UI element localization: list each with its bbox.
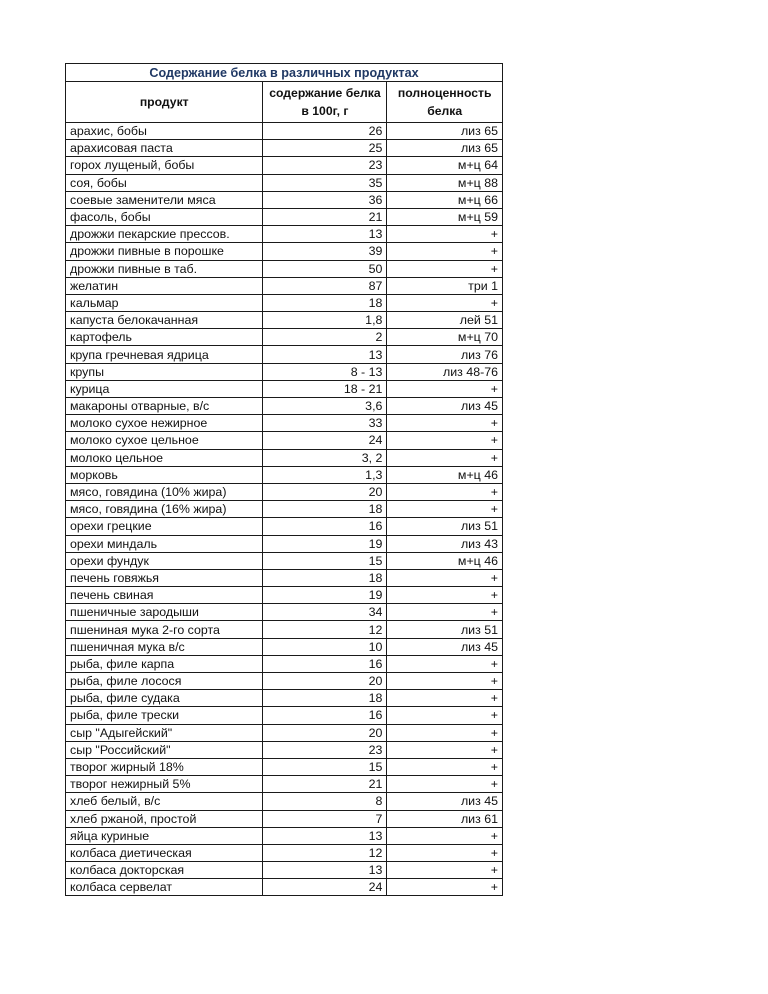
product-cell: орехи фундук xyxy=(66,552,263,569)
quality-cell: м+ц 70 xyxy=(387,329,503,346)
protein-cell: 18 - 21 xyxy=(263,380,387,397)
product-cell: печень свиная xyxy=(66,587,263,604)
quality-cell: + xyxy=(387,483,503,500)
product-cell: рыба, филе судака xyxy=(66,690,263,707)
product-cell: крупа гречневая ядрица xyxy=(66,346,263,363)
product-cell: творог жирный 18% xyxy=(66,758,263,775)
table-row xyxy=(66,312,503,329)
protein-cell: 23 xyxy=(263,741,387,758)
product-cell: колбаса докторская xyxy=(66,862,263,879)
table-row xyxy=(66,879,503,896)
table-row xyxy=(66,174,503,191)
quality-cell: три 1 xyxy=(387,277,503,294)
protein-cell: 21 xyxy=(263,776,387,793)
protein-cell: 15 xyxy=(263,758,387,775)
quality-cell: лиз 51 xyxy=(387,518,503,535)
protein-cell: 20 xyxy=(263,483,387,500)
product-cell: пшениная мука 2-го сорта xyxy=(66,621,263,638)
quality-cell: + xyxy=(387,690,503,707)
table-title: Содержание белка в различных продуктах xyxy=(66,64,503,82)
quality-cell: м+ц 88 xyxy=(387,174,503,191)
table-row xyxy=(66,724,503,741)
product-cell: орехи миндаль xyxy=(66,535,263,552)
protein-cell: 21 xyxy=(263,208,387,225)
protein-cell: 8 - 13 xyxy=(263,363,387,380)
table-row xyxy=(66,243,503,260)
product-cell: рыба, филе трески xyxy=(66,707,263,724)
protein-cell: 8 xyxy=(263,793,387,810)
quality-cell: + xyxy=(387,741,503,758)
quality-cell: + xyxy=(387,243,503,260)
header-product: продукт xyxy=(66,82,263,123)
quality-cell: + xyxy=(387,501,503,518)
quality-cell: лиз 48-76 xyxy=(387,363,503,380)
protein-cell: 1,8 xyxy=(263,312,387,329)
product-cell: творог нежирный 5% xyxy=(66,776,263,793)
table-row xyxy=(66,741,503,758)
table-header-row xyxy=(66,82,503,123)
protein-cell: 10 xyxy=(263,638,387,655)
table-row xyxy=(66,363,503,380)
header-quality: полноценность белка xyxy=(387,82,503,123)
table-row xyxy=(66,776,503,793)
product-cell: молоко сухое нежирное xyxy=(66,415,263,432)
protein-cell: 25 xyxy=(263,140,387,157)
product-cell: мясо, говядина (16% жира) xyxy=(66,501,263,518)
quality-cell: + xyxy=(387,587,503,604)
table-row xyxy=(66,690,503,707)
protein-cell: 16 xyxy=(263,518,387,535)
quality-cell: + xyxy=(387,844,503,861)
table-row xyxy=(66,501,503,518)
quality-cell: лиз 61 xyxy=(387,810,503,827)
table-row xyxy=(66,552,503,569)
product-cell: фасоль, бобы xyxy=(66,208,263,225)
product-cell: картофель xyxy=(66,329,263,346)
protein-cell: 87 xyxy=(263,277,387,294)
table-row xyxy=(66,294,503,311)
product-cell: печень говяжья xyxy=(66,569,263,586)
table-body xyxy=(66,123,503,896)
protein-cell: 20 xyxy=(263,724,387,741)
quality-cell: лей 51 xyxy=(387,312,503,329)
quality-cell: лиз 76 xyxy=(387,346,503,363)
quality-cell: + xyxy=(387,673,503,690)
protein-cell: 15 xyxy=(263,552,387,569)
quality-cell: + xyxy=(387,862,503,879)
table-row xyxy=(66,277,503,294)
table-row xyxy=(66,569,503,586)
product-cell: молоко сухое цельное xyxy=(66,432,263,449)
product-cell: дрожжи пекарские прессов. xyxy=(66,226,263,243)
table-title-row xyxy=(66,64,503,82)
product-cell: хлеб белый, в/с xyxy=(66,793,263,810)
table-row xyxy=(66,329,503,346)
protein-cell: 50 xyxy=(263,260,387,277)
quality-cell: + xyxy=(387,879,503,896)
product-cell: капуста белокачанная xyxy=(66,312,263,329)
quality-cell: лиз 65 xyxy=(387,123,503,140)
product-cell: арахисовая паста xyxy=(66,140,263,157)
product-cell: соя, бобы xyxy=(66,174,263,191)
protein-cell: 20 xyxy=(263,673,387,690)
product-cell: кальмар xyxy=(66,294,263,311)
protein-cell: 35 xyxy=(263,174,387,191)
product-cell: мясо, говядина (10% жира) xyxy=(66,483,263,500)
product-cell: пшеничная мука в/с xyxy=(66,638,263,655)
quality-cell: м+ц 46 xyxy=(387,466,503,483)
table-row xyxy=(66,466,503,483)
table-row xyxy=(66,638,503,655)
table-row xyxy=(66,621,503,638)
product-cell: горох лущеный, бобы xyxy=(66,157,263,174)
product-cell: арахис, бобы xyxy=(66,123,263,140)
quality-cell: + xyxy=(387,776,503,793)
product-cell: орехи грецкие xyxy=(66,518,263,535)
protein-cell: 13 xyxy=(263,226,387,243)
protein-cell: 23 xyxy=(263,157,387,174)
quality-cell: + xyxy=(387,569,503,586)
protein-cell: 34 xyxy=(263,604,387,621)
product-cell: хлеб ржаной, простой xyxy=(66,810,263,827)
protein-cell: 2 xyxy=(263,329,387,346)
header-protein: содержание белка в 100г, г xyxy=(263,82,387,123)
table-row xyxy=(66,449,503,466)
protein-cell: 3,6 xyxy=(263,398,387,415)
protein-cell: 26 xyxy=(263,123,387,140)
product-cell: колбаса сервелат xyxy=(66,879,263,896)
protein-cell: 19 xyxy=(263,535,387,552)
quality-cell: лиз 43 xyxy=(387,535,503,552)
table-row xyxy=(66,673,503,690)
quality-cell: + xyxy=(387,415,503,432)
protein-cell: 1,3 xyxy=(263,466,387,483)
product-cell: морковь xyxy=(66,466,263,483)
table-row xyxy=(66,655,503,672)
quality-cell: + xyxy=(387,380,503,397)
protein-cell: 18 xyxy=(263,690,387,707)
product-cell: яйца куриные xyxy=(66,827,263,844)
product-cell: курица xyxy=(66,380,263,397)
quality-cell: лиз 45 xyxy=(387,398,503,415)
protein-cell: 36 xyxy=(263,191,387,208)
table-row xyxy=(66,758,503,775)
protein-cell: 18 xyxy=(263,501,387,518)
product-cell: дрожжи пивные в порошке xyxy=(66,243,263,260)
protein-cell: 18 xyxy=(263,569,387,586)
product-cell: макароны отварные, в/с xyxy=(66,398,263,415)
quality-cell: м+ц 59 xyxy=(387,208,503,225)
protein-cell: 16 xyxy=(263,655,387,672)
protein-content-table xyxy=(65,63,503,896)
product-cell: сыр "Адыгейский" xyxy=(66,724,263,741)
table-row xyxy=(66,535,503,552)
table-row xyxy=(66,140,503,157)
protein-cell: 24 xyxy=(263,432,387,449)
table-row xyxy=(66,226,503,243)
product-cell: пшеничные зародыши xyxy=(66,604,263,621)
protein-cell: 24 xyxy=(263,879,387,896)
table-row xyxy=(66,260,503,277)
product-cell: дрожжи пивные в таб. xyxy=(66,260,263,277)
table-row xyxy=(66,432,503,449)
quality-cell: + xyxy=(387,226,503,243)
quality-cell: + xyxy=(387,432,503,449)
quality-cell: м+ц 64 xyxy=(387,157,503,174)
quality-cell: м+ц 46 xyxy=(387,552,503,569)
table-row xyxy=(66,483,503,500)
table-row xyxy=(66,346,503,363)
quality-cell: + xyxy=(387,707,503,724)
quality-cell: + xyxy=(387,724,503,741)
quality-cell: лиз 51 xyxy=(387,621,503,638)
table-row xyxy=(66,604,503,621)
quality-cell: + xyxy=(387,294,503,311)
table-row xyxy=(66,707,503,724)
table-row xyxy=(66,208,503,225)
quality-cell: лиз 45 xyxy=(387,638,503,655)
table-row xyxy=(66,587,503,604)
table-row xyxy=(66,123,503,140)
protein-cell: 19 xyxy=(263,587,387,604)
table-row xyxy=(66,810,503,827)
protein-cell: 18 xyxy=(263,294,387,311)
product-cell: рыба, филе лосося xyxy=(66,673,263,690)
table-row xyxy=(66,844,503,861)
product-cell: колбаса диетическая xyxy=(66,844,263,861)
protein-cell: 7 xyxy=(263,810,387,827)
protein-cell: 13 xyxy=(263,346,387,363)
quality-cell: м+ц 66 xyxy=(387,191,503,208)
protein-cell: 39 xyxy=(263,243,387,260)
protein-cell: 12 xyxy=(263,621,387,638)
quality-cell: + xyxy=(387,604,503,621)
quality-cell: лиз 65 xyxy=(387,140,503,157)
protein-cell: 16 xyxy=(263,707,387,724)
protein-cell: 12 xyxy=(263,844,387,861)
product-cell: рыба, филе карпа xyxy=(66,655,263,672)
table-row xyxy=(66,398,503,415)
table-row xyxy=(66,862,503,879)
product-cell: молоко цельное xyxy=(66,449,263,466)
protein-cell: 13 xyxy=(263,862,387,879)
quality-cell: + xyxy=(387,449,503,466)
protein-cell: 33 xyxy=(263,415,387,432)
table-row xyxy=(66,157,503,174)
table-row xyxy=(66,793,503,810)
quality-cell: лиз 45 xyxy=(387,793,503,810)
table-row xyxy=(66,415,503,432)
quality-cell: + xyxy=(387,827,503,844)
product-cell: сыр "Российский" xyxy=(66,741,263,758)
quality-cell: + xyxy=(387,655,503,672)
product-cell: крупы xyxy=(66,363,263,380)
table-row xyxy=(66,518,503,535)
table-row xyxy=(66,191,503,208)
product-cell: желатин xyxy=(66,277,263,294)
quality-cell: + xyxy=(387,260,503,277)
quality-cell: + xyxy=(387,758,503,775)
protein-cell: 13 xyxy=(263,827,387,844)
product-cell: соевые заменители мяса xyxy=(66,191,263,208)
protein-cell: 3, 2 xyxy=(263,449,387,466)
table-row xyxy=(66,827,503,844)
table-row xyxy=(66,380,503,397)
